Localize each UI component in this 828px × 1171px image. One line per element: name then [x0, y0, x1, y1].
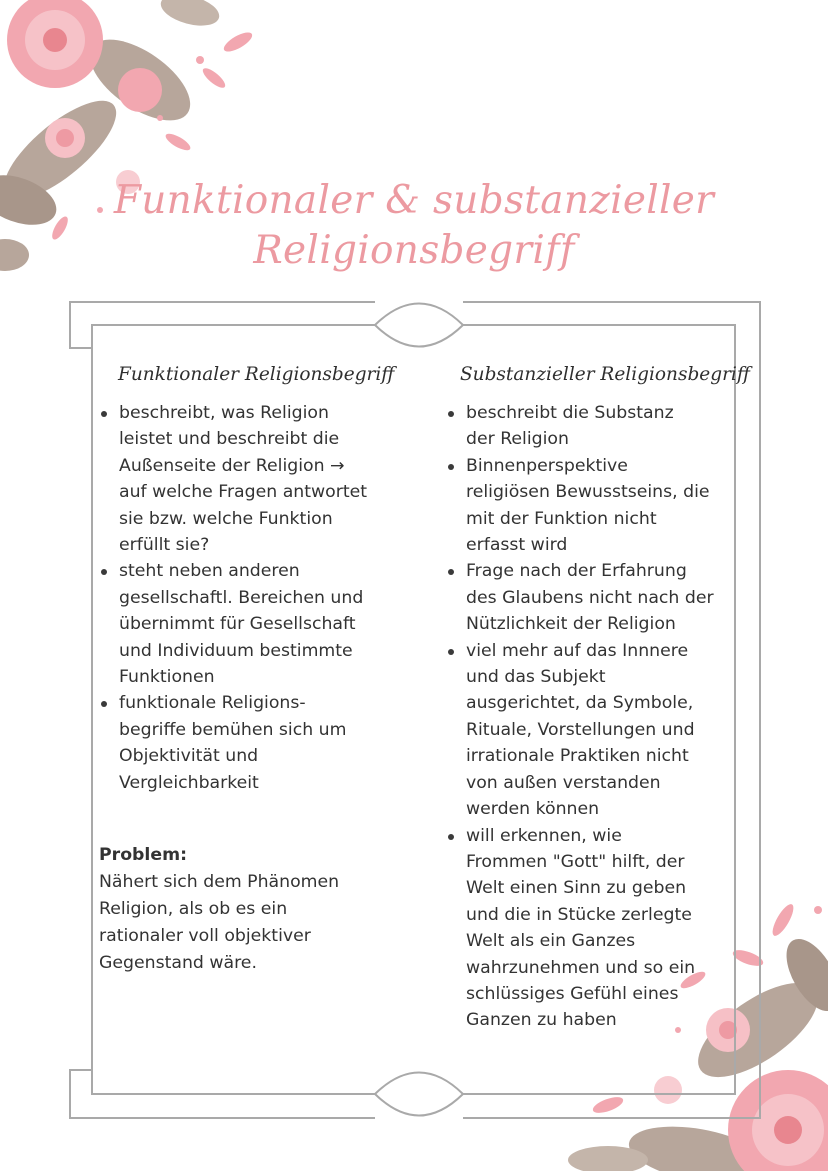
bullet-text-line: Welt als ein Ganzes	[466, 931, 636, 952]
bullet-text-line: sie bzw. welche Funktion	[119, 508, 333, 529]
bullet-text-line: steht neben anderen	[119, 561, 300, 582]
bullet-text-line: Ganzen zu haben	[466, 1010, 617, 1031]
bullet-text-line: Außenseite der Religion →	[119, 455, 345, 476]
right-bullet-list	[446, 400, 746, 1034]
bullet-text-line: und das Subjekt	[466, 667, 606, 688]
bullet-text-line: wahrzunehmen und so ein	[466, 957, 696, 978]
bullet-text-line: gesellschaftl. Bereichen und	[119, 587, 364, 608]
bullet-text-line: Rituale, Vorstellungen und	[466, 719, 695, 740]
bullet-text-line: werden können	[466, 799, 600, 820]
bullet-text-line: ausgerichtet, da Symbole,	[466, 693, 694, 714]
bullet-text-line: Objektivität und	[119, 746, 259, 767]
bullet-text-line: und die in Stücke zerlegte	[466, 904, 692, 925]
bullet-text-line: Nützlichkeit der Religion	[466, 614, 676, 635]
left-bullet-item	[99, 400, 409, 558]
problem-text-line: rationaler voll objektiver	[99, 926, 311, 946]
right-bullet-item	[446, 638, 746, 823]
bullet-text-line: mit der Funktion nicht	[466, 508, 657, 529]
bullet-text-line: der Religion	[466, 429, 569, 450]
bullet-text-line: beschreibt, was Religion	[119, 403, 329, 423]
problem-text	[99, 869, 399, 977]
problem-block	[99, 842, 399, 977]
left-bullet-list	[99, 400, 409, 796]
problem-label: Problem:	[99, 845, 187, 865]
bullet-text-line: von außen verstanden	[466, 772, 661, 793]
bullet-text-line: viel mehr auf das Innnere	[466, 640, 689, 661]
bullet-text-line: des Glaubens nicht nach der	[466, 587, 714, 608]
bullet-text-line: Frommen "Gott" hilft, der	[466, 851, 685, 872]
bullet-text-line: religiösen Bewusstseins, die	[466, 482, 710, 503]
bullet-text-line: beschreibt die Substanz	[466, 403, 674, 423]
bullet-text-line: auf welche Fragen antwortet	[119, 482, 368, 503]
bullet-text-line: Frage nach der Erfahrung	[466, 561, 687, 582]
bullet-text-line: erfüllt sie?	[119, 535, 210, 556]
left-bullet-item	[99, 690, 409, 796]
page-title-line-2: Religionsbegriff	[253, 228, 575, 273]
right-column-heading: Substanzieller Religionsbegriff	[460, 364, 750, 385]
right-bullet-item	[446, 823, 746, 1034]
page-title	[0, 176, 828, 276]
right-bullet-item	[446, 453, 746, 559]
bullet-text-line: will erkennen, wie	[466, 825, 622, 846]
right-bullet-item	[446, 558, 746, 637]
bullet-text-line: und Individuum bestimmte	[119, 640, 353, 661]
bullet-text-line: schlüssiges Gefühl eines	[466, 983, 679, 1004]
right-bullet-item	[446, 400, 746, 453]
left-bullet-item	[99, 558, 409, 690]
bullet-text-line: funktionale Religions-	[119, 693, 306, 714]
bullet-text-line: Funktionen	[119, 667, 215, 688]
bullet-text-line: Vergleichbarkeit	[119, 772, 259, 793]
problem-text-line: Nähert sich dem Phänomen	[99, 872, 340, 892]
page-title-line-1: Funktionaler & substanzieller	[113, 178, 715, 223]
bullet-text-line: Welt einen Sinn zu geben	[466, 878, 687, 899]
problem-text-line: Religion, als ob es ein	[99, 899, 288, 919]
bullet-text-line: Binnenperspektive	[466, 455, 628, 476]
bullet-text-line: irrationale Praktiken nicht	[466, 746, 689, 767]
left-column-heading: Funktionaler Religionsbegriff	[118, 364, 395, 385]
bullet-text-line: begriffe bemühen sich um	[119, 719, 347, 740]
problem-text-line: Gegenstand wäre.	[99, 953, 257, 973]
bullet-text-line: übernimmt für Gesellschaft	[119, 614, 356, 635]
bullet-text-line: leistet und beschreibt die	[119, 429, 340, 450]
bullet-text-line: erfasst wird	[466, 535, 568, 556]
